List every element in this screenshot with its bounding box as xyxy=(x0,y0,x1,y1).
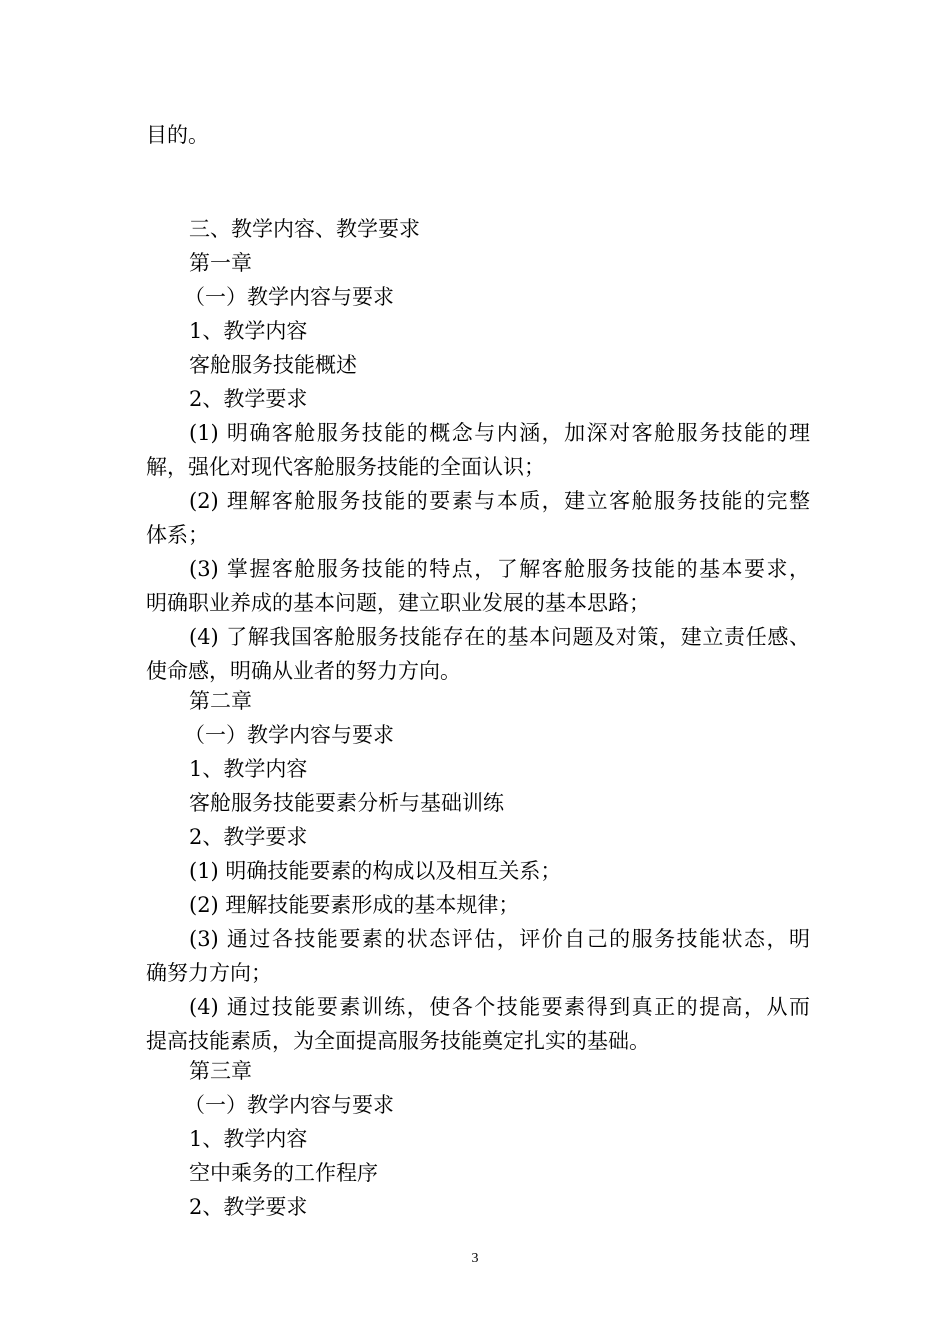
section-heading: 三、教学内容、教学要求 xyxy=(189,217,420,241)
requirement-item: (1) 明确客舱服务技能的概念与内涵，加深对客舱服务技能的理 xyxy=(189,421,810,445)
requirement-item-continuation: 提高技能素质，为全面提高服务技能奠定扎实的基础。 xyxy=(146,1029,650,1053)
requirement-item: (4) 了解我国客舱服务技能存在的基本问题及对策，建立责任感、 xyxy=(189,625,810,649)
requirement-item-continuation: 明确职业养成的基本问题，建立职业发展的基本思路； xyxy=(146,591,650,615)
list-heading: 2、教学要求 xyxy=(189,825,308,849)
subsection-heading: （一）教学内容与要求 xyxy=(184,723,394,747)
content-title: 客舱服务技能概述 xyxy=(189,353,357,377)
chapter-heading: 第二章 xyxy=(189,689,252,713)
requirement-item: (2) 理解客舱服务技能的要素与本质，建立客舱服务技能的完整 xyxy=(189,489,810,513)
requirement-item: (2) 理解技能要素形成的基本规律； xyxy=(189,893,520,917)
requirement-item-continuation: 确努力方向； xyxy=(146,961,272,985)
list-heading: 1、教学内容 xyxy=(189,757,308,781)
chapter-heading: 第三章 xyxy=(189,1059,252,1083)
subsection-heading: （一）教学内容与要求 xyxy=(184,1093,394,1117)
list-heading: 1、教学内容 xyxy=(189,319,308,343)
list-heading: 2、教学要求 xyxy=(189,1195,308,1219)
requirement-item: (1) 明确技能要素的构成以及相互关系； xyxy=(189,859,562,883)
requirement-item-continuation: 解，强化对现代客舱服务技能的全面认识； xyxy=(146,455,545,479)
subsection-heading: （一）教学内容与要求 xyxy=(184,285,394,309)
chapter-heading: 第一章 xyxy=(189,251,252,275)
page-number: 3 xyxy=(471,1251,479,1266)
content-title: 客舱服务技能要素分析与基础训练 xyxy=(189,791,504,815)
requirement-item: (3) 通过各技能要素的状态评估，评价自己的服务技能状态，明 xyxy=(189,927,810,951)
requirement-item: (4) 通过技能要素训练，使各个技能要素得到真正的提高，从而 xyxy=(189,995,810,1019)
list-heading: 1、教学内容 xyxy=(189,1127,308,1151)
content-title: 空中乘务的工作程序 xyxy=(189,1161,378,1185)
requirement-item: (3) 掌握客舱服务技能的特点，了解客舱服务技能的基本要求， xyxy=(189,557,810,581)
list-heading: 2、教学要求 xyxy=(189,387,308,411)
body-text-line: 目的。 xyxy=(146,123,209,147)
requirement-item-continuation: 体系； xyxy=(146,523,209,547)
requirement-item-continuation: 使命感，明确从业者的努力方向。 xyxy=(146,659,461,683)
